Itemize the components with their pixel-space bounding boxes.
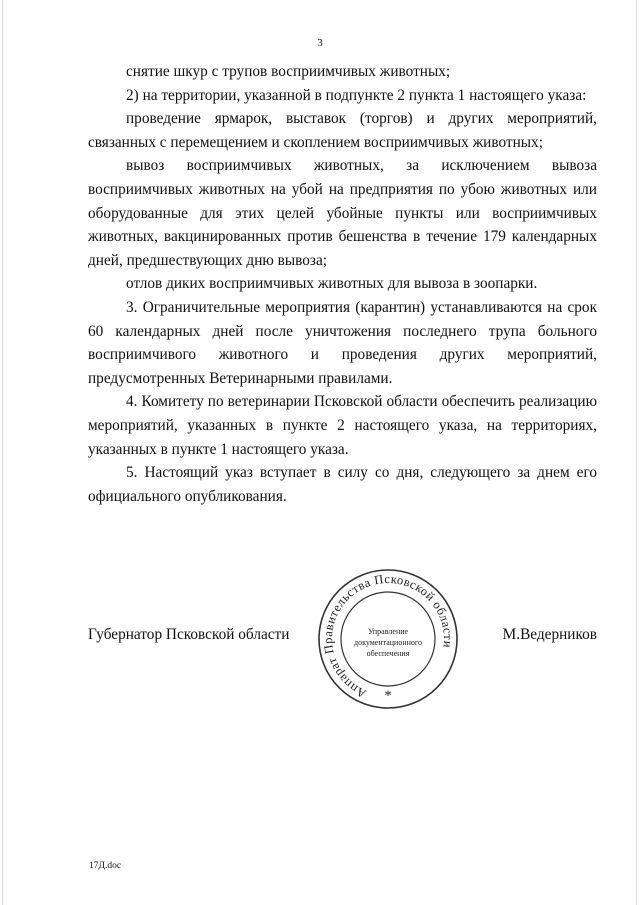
- paragraph: 5. Настоящий указ вступает в силу со дня, следующего за днем его официального опубликования.: [88, 464, 597, 505]
- official-seal: [316, 567, 460, 711]
- page-number: 3: [317, 37, 323, 49]
- file-name: 17Д.doc: [89, 861, 122, 871]
- seal-center-line: обеспечения: [366, 649, 410, 658]
- scan-edge-right: [636, 0, 637, 905]
- paragraph: снятие шкур с трупов восприимчивых животных;: [126, 63, 451, 80]
- paragraph: отлов диких восприимчивых животных для вывоза в зоопарки.: [126, 275, 538, 293]
- paragraph: 3. Ограничительные мероприятия (карантин) устанавливаются на срок 60 календарных дней после уничтожения последнего трупа больного восприимчивого животного и проведения других мероприятий, предусмотренных Ветеринарными правилами.: [88, 298, 597, 387]
- scan-edge-left: [2, 0, 3, 905]
- paragraph: проведение ярмарок, выставок (торгов) и других мероприятий, связанных с перемещением и скоплением восприимчивых животных;: [88, 110, 597, 151]
- signatory-position: Губернатор Псковской области: [88, 626, 290, 643]
- seal-center-line: документационного: [354, 638, 422, 647]
- seal-ring-text: Аппарат Правительства Псковской области: [320, 571, 456, 701]
- paragraph: 2) на территории, указанной в подпункте 2 пункта 1 настоящего указа:: [126, 86, 587, 104]
- paragraph: вывоз восприимчивых животных, за исключением вывоза восприимчивых животных на убой на предприятия по убою животных или оборудованные для этих целей убойные пункты или восприимчивых животных, вакцинированных против бешенства в течение 179 календарных дней, предшествующих дню вывоза;: [88, 157, 597, 269]
- decree-body: [88, 60, 597, 508]
- seal-center-line: Управление: [367, 627, 409, 636]
- seal-star-icon: *: [384, 688, 392, 704]
- paragraph: 4. Комитету по ветеринарии Псковской области обеспечить реализацию мероприятий, указанных в пункте 2 настоящего указа, на территориях, указанных в пункте 1 настоящего указа.: [88, 393, 597, 458]
- signatory-name: М.Ведерников: [502, 626, 597, 643]
